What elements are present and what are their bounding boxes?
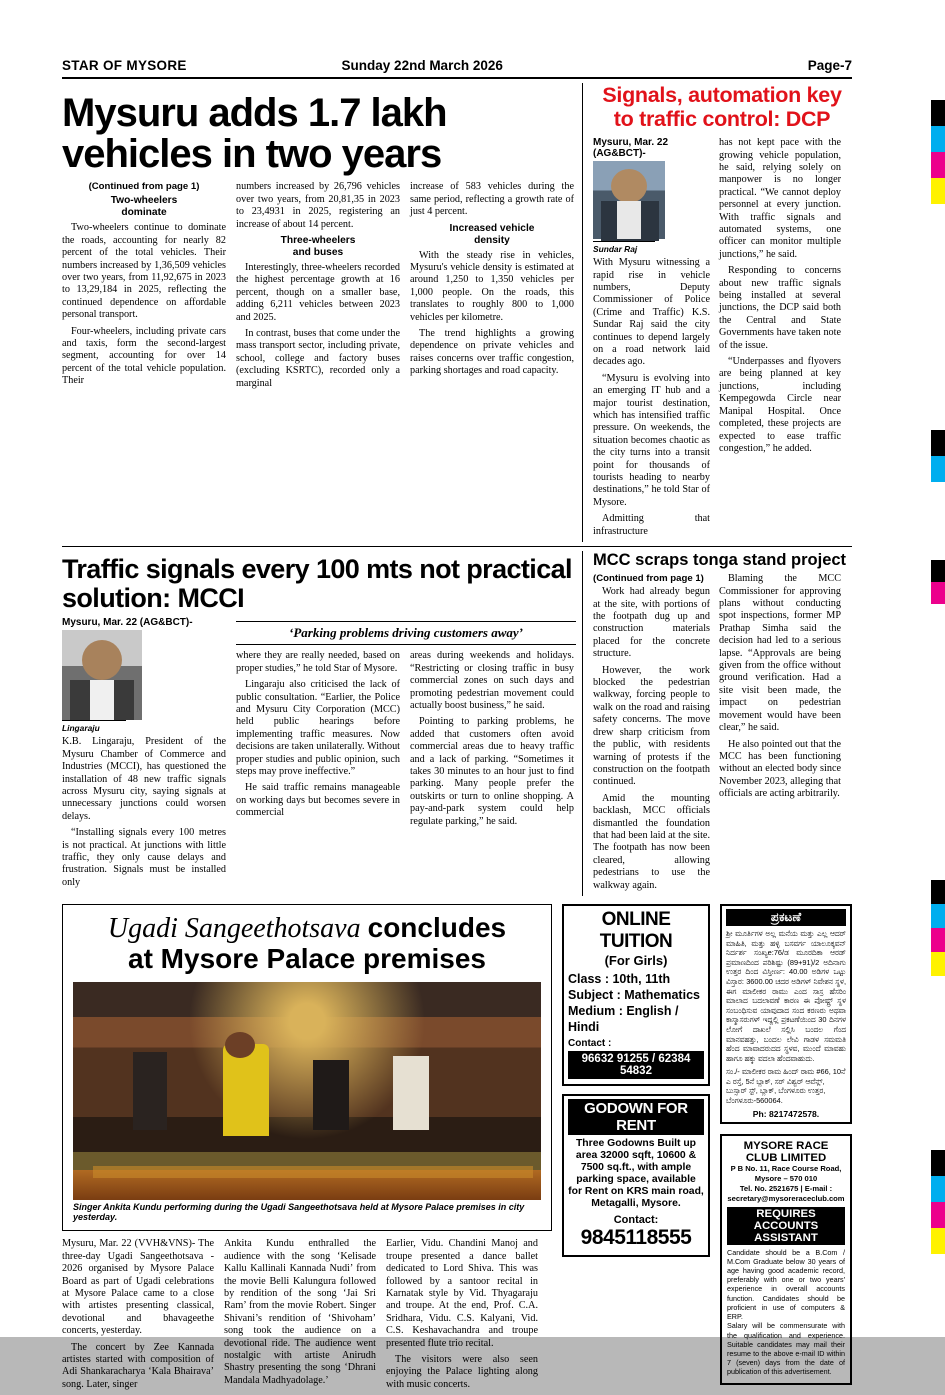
registration-color-bar (931, 0, 945, 1337)
story-ugadi-headline (73, 913, 541, 974)
paragraph: Responding to concerns about new traffic signals being installed at several junctions, the DCP said both the Central and State Governments have taken note of the issue. (719, 265, 841, 351)
section-ugadi (62, 904, 852, 1395)
ad-race-body: Candidate should be a B.Com / M.Com Graduate below 30 years of age having good academic record, preferably with one or two years' experience in overall accounts function. Candidates should be proficient in use of computers & ERP. Salary will be commensurate with the qualification and experience. Suitable candidates may mail their resume to the above e-mail ID within 7 (seven) days from the date of publication of this advertisement. (727, 1247, 845, 1377)
paragraph: Admitting that infrastructure (593, 513, 710, 537)
story-dcp-dateline: Mysuru, Mar. 22 (AG&BCT)- (593, 137, 669, 160)
photo-caption-lingaraju: Lingaraju (62, 723, 100, 734)
ads-column-middle (552, 904, 710, 1395)
ad-godown-for-rent[interactable] (562, 1094, 710, 1257)
paragraph: where they are really needed, based on proper studies,” he told Star of Mysore. (236, 650, 400, 674)
paragraph: With the steady rise in vehicles, Mysuru's vehicle density is estimated at around 1,250 to 1,350 vehicles per 1,000 people. On the roads, this translates to roughly 800 to 1,000 vehicles per kilometre. (410, 249, 574, 323)
ad-mysore-race-club[interactable] (720, 1134, 852, 1385)
section-mcci (62, 551, 852, 896)
paragraph: K.B. Lingaraju, President of the Mysuru Chamber of Commerce and Industries (MCCI), has questioned the installation of 48 new traffic signals across Mysuru city, saying signals at unnecessary junctions could worsen delays. (62, 736, 226, 822)
ad-tuition-contact-label: Contact : (568, 1037, 612, 1049)
paragraph: Mysuru, Mar. 22 (VVH&VNS)- The three-day Ugadi Sangeethotsava - 2026 organised by Mysore Palace Board as part of Ugadi celebrations at Mysore Palace came to a close with artistes presenting classical, devotional and bhavageethe concerts, yesterday. (62, 1238, 214, 1337)
ad-tuition-subject: Subject : Mathematics (568, 987, 700, 1002)
ad-notice-phone[interactable]: Ph: 8217472578. (752, 1108, 820, 1119)
paragraph: increase of 583 vehicles during the same period, reflecting a growth rate of just 4 percent. (410, 181, 574, 218)
paragraph: “Mysuru is evolving into an emerging IT hub and a major tourist destination, which has intensified traffic pressure. On weekends, the situation becomes chaotic as the city turns into a transit point for thousands of tourists heading to nearby destinations,” he told Star of Mysore. (593, 372, 710, 508)
story-dcp-headline: Signals, automation key to traffic control: DCP (602, 83, 842, 132)
paragraph: The trend highlights a growing dependence on private vehicles and raises concerns over traffic congestion, parking shortages and road capacity. (410, 328, 574, 377)
paragraph: Blaming the MCC Commissioner for approving plans without conducting spot inspections, former MP Prathap Simha said the decision had led to a serious lapse. “Approvals are being given from the office without ground verification. Had a site visit been made, the impact on pedestrian movement would have been clear,” he said. (719, 573, 841, 734)
ads-column-right (710, 904, 852, 1395)
story-mcci-dateline: Mysuru, Mar. 22 (AG&BCT)- (62, 617, 193, 629)
ad-godown-body: Three Godowns Built up area 32000 sqft, 10600 & 7500 sq.ft., with ample parking space, available for Rent on KRS main road, Metagalli, Mysore. (568, 1137, 704, 1209)
paragraph: Interestingly, three-wheelers recorded the highest percentage growth at 16 percent, though on a smaller base, adding 6,211 vehicles between 2023 and 2025. (236, 262, 400, 323)
ad-online-tuition[interactable] (562, 904, 710, 1086)
ad-race-requirement: REQUIRES ACCOUNTS ASSISTANT (727, 1207, 845, 1245)
ad-race-contact: Tel. No. 2521675 | E-mail : secretary@mysoreraceclub.com (727, 1183, 845, 1203)
paragraph: Pointing to parking problems, he added that customers often avoid commercial areas due to heavy traffic and a lack of parking. “Sometimes it takes 30 minutes to an hour just to find parking. Many people prefer the outskirts or turn to online shopping. A pay-and-park system could help regulate parking,” he said. (410, 716, 574, 827)
paragraph: numbers increased by 26,796 vehicles over two years, from 20,81,35 in 2023 to 23,4931 in 2025, registering an increase of about 14 percent. (236, 181, 400, 230)
paragraph: In contrast, buses that come under the mass transport sector, including private, school, college and factory buses (excluding KSRTC), recorded only a marginal (236, 328, 400, 389)
subhead-two-wheelers: Two-wheelers dominate (110, 195, 178, 219)
ad-race-title: MYSORE RACE CLUB LIMITED (743, 1139, 829, 1164)
paragraph: Earlier, Vidu. Chandini Manoj and troupe presented a dance ballet dedicated to Lord Shiva. This was followed by a santoor recital in Karnatak style by Vid. Thyagaraju and troupe. At the end, Prof. C.A. Sridhara, Vidu. C.S. Kalyani, Vid. C.S. Keshavachandra and troupe presented flute trio recital. (386, 1238, 538, 1349)
story-vehicles (62, 83, 582, 542)
ad-godown-title: GODOWN FOR RENT (568, 1099, 704, 1135)
paragraph: However, the work blocked the pedestrian walkway, forcing people to walk on the road and raising safety concerns. The move drew sharp criticism from the public, with residents warning of protests if the construction on the footpath continued. (593, 664, 710, 788)
story-vehicles-headline: Mysuru adds 1.7 lakh vehicles in two years (62, 91, 447, 177)
headline-italic-part: Ugadi Sangeethotsava (107, 912, 361, 944)
headline-bold-part2: at Mysore Palace premises (128, 942, 486, 974)
ad-notice-title: ಪ್ರಕಟಣೆ (726, 909, 846, 926)
story-ugadi (62, 904, 552, 1395)
pull-quote: ‘Parking problems driving customers away’ (236, 621, 576, 645)
ad-race-address: P B No. 11, Race Course Road, Mysore – 570 010 (730, 1163, 842, 1183)
subhead-three-wheelers: Three-wheelers and buses (280, 235, 356, 258)
paragraph: Ankita Kundu enthralled the audience with the song ‘Kelisade Kallu Kallinali Kannada Nudi’ from the movie Belli Kalungura followed by rendition of the song ‘Jai Sri Ram’ from the movie Robert. Singer Shivani’s rendition of ‘Shivoham’ song took the audience on a devotional ride. The audience went nostalgic with artiste Anirudh Shastry presenting the song ‘Dhrani Mandala Madhyadolage.’ (224, 1238, 376, 1386)
subhead-vehicle-density: Increased vehicle density (449, 222, 535, 246)
ad-tuition-sub: (For Girls) (604, 952, 668, 968)
story-mcci-col1 (62, 617, 226, 893)
ad-godown-phone[interactable]: 9845118555 (580, 1225, 692, 1249)
paragraph: Two-wheelers continue to dominate the roads, accounting for nearly 82 percent of the total vehicles. Their numbers increased by 1,36,509 vehicles over two years, from 11,92,675 in 2023 to 13,29,184 in 2025, reflecting the continued dependence on affordable personal transport. (62, 222, 226, 321)
photo-sundar-raj (593, 161, 665, 239)
issue-date: Sunday 22nd March 2026 (341, 58, 503, 73)
ad-tuition-title: ONLINE TUITION (599, 908, 673, 952)
story-vehicles-col1 (62, 181, 226, 394)
paragraph: The concert by Zee Kannada artistes started with composition of Adi Shankaracharya ‘Kala Bhairava’ song. Later, singer (62, 1341, 214, 1390)
headline-bold-part: concludes (367, 911, 507, 943)
story-tonga-headline: MCC scraps tonga stand project (593, 551, 847, 570)
page-masthead (62, 58, 852, 79)
story-mcci (62, 551, 582, 896)
publication-name: STAR OF MYSORE (62, 58, 187, 73)
continued-note: (Continued from page 1) (88, 181, 200, 193)
ad-tuition-phone[interactable]: 96632 91255 / 62384 54832 (568, 1051, 704, 1079)
paragraph: Work had already begun at the site, with portions of the footpath dug up and construction materials placed for the concrete structure. (593, 586, 710, 660)
photo-lingaraju (62, 630, 142, 720)
story-mcci-headline: Traffic signals every 100 mts not practical solution: MCCI (62, 554, 572, 614)
ad-notice-body: ಶ್ರೀ ಮೂರ್ತಿಗಳ ಅಲ್ಲ ಮನೆಯ ಮತ್ತು ಎಲ್ಲ ಆದರ್ ಮಾಹಿತಿ, ಮತ್ತು ಹಳ್ಳಿ ಬಸವರ್ಗ ಯಾಲೂಕ್ಕವನ್ ನಿರ್ದರ್ಶ ಸಂಖ್ಯe:76/ಡ ಮೂರದಿಕಾ ಆರಡ್ ಪ್ರಮಾಣದಿಂದ ಪರಿಶಿಷ್ಟು (89+91)/2 ಅದಿನಾಗು ಉತ್ತರ ದಿಂದ ವಿಸ್ತೀರ್ಣ: 40.00 ಅಡಿಗಳ ಒಟ್ಟು ವಿಸ್ತಾರ: 3600.00 ಚದರ ಅಡಿಗಳ್ ನಿವೇಶನ ಸ್ಥಳ, ಈಗ ಮಾಲೀಕರ ರಾಮು ಎಂದ ಸಾಸ್ರ ಹೆಸರಿಂ ಮಾಲಾದ ಬದಲಾವಣೆ ಕಾರಣ ಈ ಪೋಷ್ಟ್ರ್ ಸ್ಥಳ ಸಂಬಂಧಿಸುವ ಯಾವುದಾದ ಸಂದ ಕರಣರು ಅಥವಾ ಕಾಸ್ಮಾಸರುಗಳ್ ಇದ್ದಲ್ಲಿ ಪ್ರಕಟಣೆಯಿಂದ 30 ದಿನಗಳ ಲೋಗೆ ದಾಖಲೆ ಸಲ್ಲಿಸಿ ಬಂದಲ ಗೆಂದ ಮಾನವಹತ್ತು, ಬಂದಲ ಲೇವಿ ಗಾಡಳ ಸಮಮತಿ ಹೆಂದ ಮಾವಾದರುದದ ಸ್ಥಳವ, ಮುಂದೆ ಮಾವಹು ಹಾಗೂ ಹಕ್ಕು ವದಲಾ ಹೆಂದವಾಹುದು. (726, 928, 846, 1063)
ad-tuition-medium: Medium : English / Hindi (568, 1003, 679, 1034)
paragraph: Amid the mounting backlash, MCC officials dismantled the foundation that had been laid at the site. The footpath has now been cleared, allowing pedestrians to use the walkway again. (593, 792, 710, 891)
ad-public-notice[interactable] (720, 904, 852, 1124)
photo-caption-sundar-raj: Sundar Raj (593, 244, 638, 255)
continued-note: (Continued from page 1) (593, 573, 704, 585)
story-vehicles-col3 (410, 181, 574, 394)
ad-tuition-class: Class : 10th, 11th (568, 971, 671, 986)
story-vehicles-col2 (236, 181, 400, 394)
paragraph: He said traffic remains manageable on working days but becomes severe in commercial (236, 782, 400, 819)
section-lead (62, 83, 852, 542)
paragraph: “Installing signals every 100 metres is not practical. At junctions with little traffic, they only cause delays and frustration. Signals must be installed only (62, 827, 226, 888)
paragraph: With Mysuru witnessing a rapid rise in vehicle numbers, Deputy Commissioner of Police (Crime and Traffic) K.S. Sundar Raj said the city continues to depend largely on a road network laid decades ago. (593, 257, 710, 368)
story-tonga (582, 551, 851, 896)
story-dcp (582, 83, 851, 542)
paragraph: Lingaraju also criticised the lack of public consultation. “Earlier, the Police and Mysuru City Corporation (MCC) held public hearings before implementing traffic measures. Now decisions are taken unilaterally. Without proper studies and public opinion, such steps may prove ineffective.” (236, 679, 400, 778)
ad-godown-contact-label: Contact: (613, 1213, 659, 1226)
paragraph: He also pointed out that the MCC has been functioning without an elected body since November 2023, alleging that officials are acting arbitrarily. (719, 738, 841, 800)
photo-caption-ugadi: Singer Ankita Kundu performing during the Ugadi Sangeethotsava held at Mysore Palace premises in city yesterday. (73, 1202, 525, 1223)
paragraph: “Underpasses and flyovers are being planned at key junctions, including Kempegowda Circle near Manipal Hospital. Once completed, these projects are expected to ease traffic congestion,” he added. (719, 356, 841, 454)
story-mcci-cols23 (236, 617, 576, 893)
page-number: Page-7 (807, 58, 852, 73)
paragraph: areas during weekends and holidays. “Restricting or closing traffic in busy commercial zones on such days and promoting pedestrian movement could actually boost business,” he said. (410, 650, 574, 712)
paragraph: The visitors were also seen enjoying the Palace lighting along with music concerts. (386, 1353, 538, 1390)
paragraph: Four-wheelers, including private cars and taxis, form the second-largest segment, accounting for over 14 percent of the total vehicle population. Their (62, 325, 226, 387)
ad-notice-address: ಸಂ./- ಮಾಲೀಕರ ರಾಮ ಹಿಂದ್ ರಾಮ #66, 10ನೆ ಎ ರಸ್ತೆ, 5ನೆ ಬ್ಲಾಕ್, ಸರ್ ವಿಶ್ವರ್ ಆವೆನ್ಲ್, ಬುಸ್ಸಾರ್ ಸ್ಟ್, ಬ್ಲಾಕ್, ಬೆಂಗಳೂರು ಉತ್ತರ, ಬೆಂಗಳೂರು-560064. (726, 1067, 846, 1106)
photo-ugadi-concert (73, 982, 541, 1200)
paragraph: has not kept pace with the growing vehicle population, he said, relying solely on manpower is no longer practical. “We cannot deploy personnel at every junction. With traffic signals and automated systems, one officer can monitor multiple junctions,” he said. (719, 137, 841, 260)
